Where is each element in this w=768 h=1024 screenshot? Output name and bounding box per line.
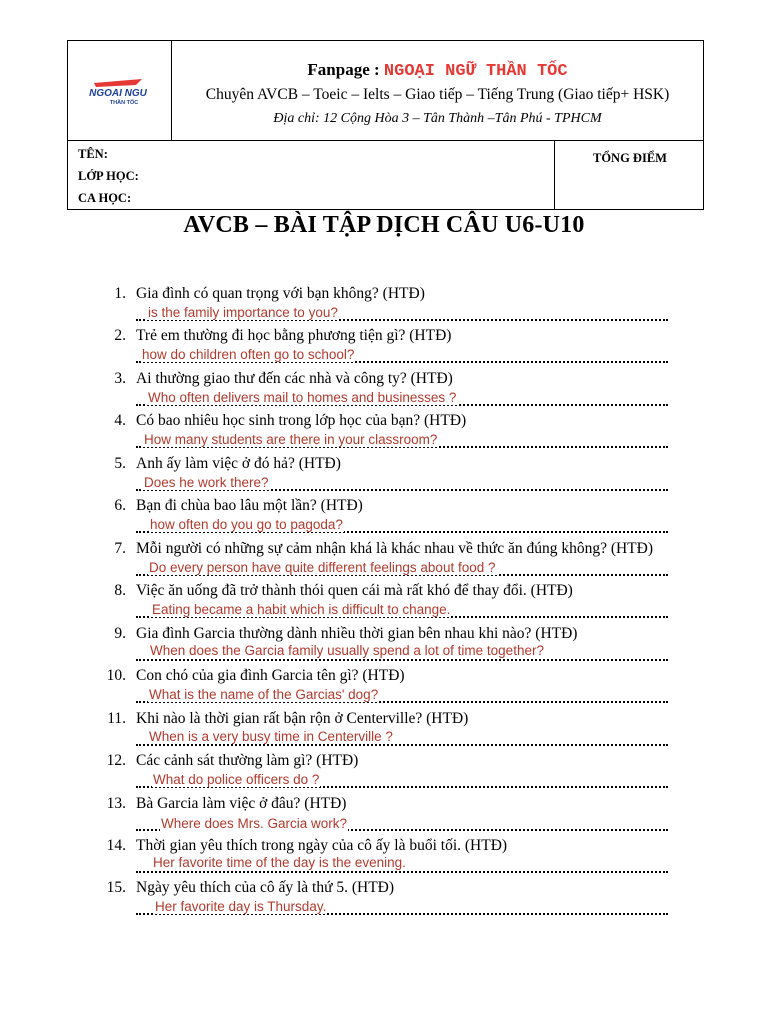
- question-text: Có bao nhiêu học sinh trong lớp học của bạn? (HTĐ): [136, 412, 467, 429]
- answer-text: how often do you go to pagoda?: [150, 517, 343, 532]
- center-info: [172, 41, 703, 140]
- question-item: [0, 540, 768, 582]
- question-text: Ngày yêu thích của cô ấy là thứ 5. (HTĐ): [136, 879, 395, 896]
- question-item: [0, 752, 768, 794]
- question-text: Trẻ em thường đi học bằng phương tiện gì? (HTĐ): [136, 327, 452, 344]
- question-text: Bạn đi chùa bao lâu một lần? (HTĐ): [136, 497, 363, 514]
- question-number: 6.: [114, 497, 126, 514]
- question-number: 1.: [114, 285, 126, 302]
- student-info-cell: [68, 141, 555, 209]
- question-text: Các cảnh sát thường làm gì? (HTĐ): [136, 752, 359, 769]
- question-number: 12.: [106, 752, 126, 769]
- question-text: Gia đình Garcia thường dành nhiều thời gian bên nhau khi nào? (HTĐ): [136, 625, 578, 642]
- answer-text: Where does Mrs. Garcia work?: [161, 816, 348, 831]
- answer-text: Her favorite day is Thursday.: [155, 899, 327, 914]
- question-text: Thời gian yêu thích trong ngày của cô ấy là buổi tối. (HTĐ): [136, 837, 508, 854]
- question-number: 5.: [114, 455, 126, 472]
- question-item: [0, 327, 768, 369]
- answer-text: Do every person have quite different feelings about food ?: [149, 560, 496, 575]
- question-item: [0, 837, 768, 879]
- question-item: [0, 412, 768, 454]
- answer-text: Who often delivers mail to homes and businesses ?: [148, 390, 457, 405]
- answer-text: What is the name of the Garcias' dog?: [149, 687, 379, 702]
- name-label: TÊN:: [78, 147, 108, 161]
- shift-label: CA HỌC:: [78, 191, 132, 205]
- answer-text: is the family importance to you?: [148, 305, 338, 320]
- class-label: LỚP HỌC:: [78, 169, 139, 183]
- ngoai-ngu-than-toc-logo: [89, 77, 147, 107]
- question-item: [0, 795, 768, 837]
- address-line: Địa chỉ: 12 Cộng Hòa 3 – Tân Thành –Tân Phú - TPHCM: [273, 111, 602, 126]
- question-text: Gia đình có quan trọng với bạn không? (HTĐ): [136, 285, 425, 302]
- fanpage-line: [172, 60, 703, 81]
- answer-text: When is a very busy time in Centerville ?: [149, 729, 393, 744]
- question-number: 14.: [106, 837, 126, 854]
- svg-text:THẦN TỐC: THẦN TỐC: [109, 100, 139, 106]
- answer-text: What do police officers do ?: [153, 772, 320, 787]
- question-item: [0, 879, 768, 921]
- logo-cell: [68, 41, 172, 140]
- question-text: Khi nào là thời gian rất bận rộn ở Centerville? (HTĐ): [136, 710, 469, 727]
- answer-text: How many students are there in your classroom?: [144, 432, 438, 447]
- question-item: [0, 710, 768, 752]
- answer-text: Does he work there?: [144, 475, 269, 490]
- question-text: Bà Garcia làm việc ở đâu? (HTĐ): [136, 795, 347, 812]
- question-item: [0, 285, 768, 327]
- question-text: Mỗi người có những sự cảm nhận khá là khác nhau về thức ăn đúng không? (HTĐ): [136, 540, 654, 557]
- question-number: 15.: [106, 879, 126, 896]
- question-number: 4.: [114, 412, 126, 429]
- question-number: 8.: [114, 582, 126, 599]
- courses-line: Chuyên AVCB – Toeic – Ielts – Giao tiếp – Tiếng Trung (Giao tiếp+ HSK): [205, 86, 670, 103]
- question-item: [0, 455, 768, 497]
- question-number: 11.: [107, 710, 126, 727]
- question-number: 2.: [114, 327, 126, 344]
- question-item: [0, 582, 768, 624]
- score-cell: [555, 141, 703, 209]
- svg-text:NGOAI NGU: NGOAI NGU: [89, 88, 147, 99]
- question-number: 7.: [114, 540, 126, 557]
- answer-text: Her favorite time of the day is the evening.: [153, 855, 406, 870]
- question-text: Việc ăn uống đã trở thành thói quen cái mà rất khó để thay đổi. (HTĐ): [136, 582, 573, 599]
- question-item: [0, 625, 768, 667]
- question-number: 13.: [106, 795, 126, 812]
- worksheet-title: AVCB – BÀI TẬP DỊCH CÂU U6-U10: [183, 212, 585, 238]
- question-number: 10.: [106, 667, 126, 684]
- score-label: TỔNG ĐIỂM: [593, 151, 667, 165]
- question-number: 3.: [114, 370, 126, 387]
- question-item: [0, 497, 768, 539]
- answer-text: When does the Garcia family usually spend a lot of time together?: [150, 643, 544, 658]
- answer-text: Eating became a habit which is difficult to change.: [152, 602, 451, 617]
- question-item: [0, 667, 768, 709]
- fanpage-label: Fanpage :: [307, 60, 380, 79]
- question-text: Con chó của gia đình Garcia tên gì? (HTĐ): [136, 667, 405, 684]
- question-number: 9.: [114, 625, 126, 642]
- answer-text: how do children often go to school?: [142, 347, 355, 362]
- question-text: Anh ấy làm việc ở đó hả? (HTĐ): [136, 455, 341, 472]
- question-item: [0, 370, 768, 412]
- header-box: [67, 40, 704, 210]
- question-text: Ai thường giao thư đến các nhà và công ty? (HTĐ): [136, 370, 453, 387]
- fanpage-name: NGOẠI NGỮ THẦN TỐC: [383, 62, 568, 81]
